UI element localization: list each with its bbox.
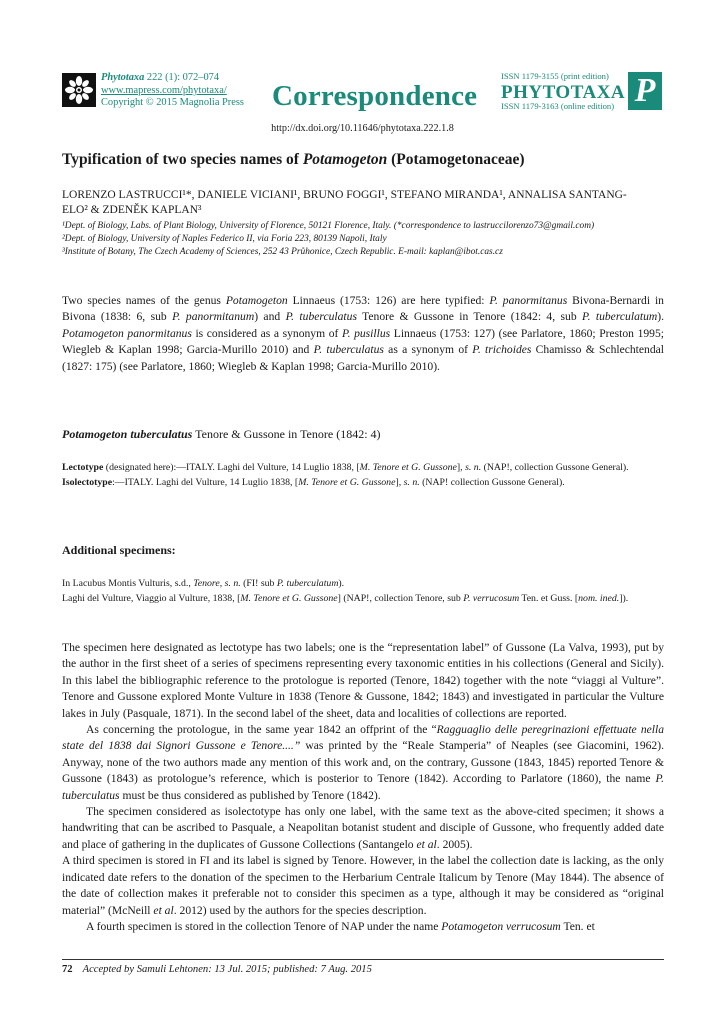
doi-link[interactable]: http://dx.doi.org/10.11646/phytotaxa.222.1.8 xyxy=(271,123,454,134)
affiliation-2: ²Dept. of Biology, University of Naples Federico II, via Foria 223, 80139 Napoli, Italy xyxy=(62,234,387,245)
acceptance-note: Accepted by Samuli Lehtonen: 13 Jul. 2015; published: 7 Aug. 2015 xyxy=(82,964,372,975)
type-designations xyxy=(62,460,664,490)
additional-specimens-heading: Additional specimens: xyxy=(62,543,176,557)
brand-icon-letter: P xyxy=(634,72,656,109)
body-paragraph-3: The specimen considered as isolectotype has only one label, with the same text as the above-cited specimen; it shows a handwriting that can be ascribed to Pasquale, a Neapolitan botanist student and disciple of Gussone, who frequently added date and place of gathering in the duplicates of Gussone Collections (Santangelo et al. 2005). xyxy=(62,805,664,851)
section-heading: Correspondence xyxy=(272,80,478,112)
species-heading: Potamogeton tuberculatus Tenore & Gussone in Tenore (1842: 4) xyxy=(62,427,381,441)
brand-wordmark: PHYTOTAXA xyxy=(501,82,626,103)
article-title: Typification of two species names of Potamogeton (Potamogetonaceae) xyxy=(62,151,525,168)
phytotaxa-p-logo xyxy=(628,72,662,110)
additional-specimens-list xyxy=(62,576,664,606)
lectotype-entry: Lectotype (designated here):—ITALY. Laghi del Vulture, 14 Luglio 1838, [M. Tenore et G. Gussone], s. n. (NAP!, collection Gussone General). xyxy=(62,462,629,473)
journal-website[interactable]: www.mapress.com/phytotaxa/ xyxy=(101,84,227,96)
author-list: LORENZO LASTRUCCI¹*, DANIELE VICIANI¹, BRUNO FOGGI¹, STEFANO MIRANDA¹, ANNALISA SANTANG- ELO² & ZDENĚK KAPLAN³ xyxy=(62,189,627,216)
issn-print: ISSN 1179-3155 (print edition) xyxy=(501,71,609,81)
journal-citation: Phytotaxa 222 (1): 072–074 xyxy=(101,72,220,83)
flower-icon xyxy=(62,73,96,107)
body-paragraph-2: As concerning the protologue, in the same year 1842 an offprint of the “Ragguaglio delle peregrinazioni effettuate nella state del 1838 dai Signori Gussone e Tenore....” was printed by the “Reale Stamperia” of Neaples (see Giacomini, 1962). Anyway, none of the two authors made any mention of this work and, on the contrary, Gussone (1843, 1845) reported Tenore & Gussone (1843) as protologue’s reference, which is posterior to Tenore (1842). According to Parlatore (1860), the name P. tuberculatus must be thus considered as published by Tenore (1842). xyxy=(62,723,664,802)
footer-divider xyxy=(62,959,664,960)
body-paragraph-1: The specimen here designated as lectotype has two labels; one is the “representation label” of Gussone (La Valva, 1993), put by the author in the first sheet of a series of specimens representing every taxonomic entities in his collections (General and Sicily). In this label the bibliographic reference to the protologue is reported (Tenore, 1842) together with the note “viaggi al Vulture”. Tenore and Gussone explored Monte Vulture in 1838 (Tenore & Gussone, 1842; 1843) and investigated in particular the Vulture lakes in July (Pasquale, 1871). In the second label of the sheet, data and localities of collections are reported. xyxy=(62,641,664,720)
specimen-entry: In Lacubus Montis Vulturis, s.d., Tenore, s. n. (FI! sub P. tuberculatum). xyxy=(62,578,345,589)
issn-online: ISSN 1179-3163 (online edition) xyxy=(501,101,615,111)
intro-paragraph: Two species names of the genus Potamogeton Linnaeus (1753: 126) are here typified: P. panormitanus Bivona-Bernardi in Bivona (1838: 6, sub P. panormitanum) and P. tuberculatus Tenore & Gussone in Tenore (1842: 4, sub P. tuberculatum). Potamogeton panormitanus is considered as a synonym of P. pusillus Linnaeus (1753: 127) (see Parlatore, 1860; Preston 1995; Wiegleb & Kaplan 1998; Garcia-Murillo 2010) and P. tuberculatus as a synonym of P. trichoides Chamisso & Schlechtendal (1827: 175) (see Parlatore, 1860; Wiegleb & Kaplan 1998; Garcia-Murillo 2010). xyxy=(62,294,665,373)
page-footer xyxy=(62,964,372,975)
journal-copyright: Copyright © 2015 Magnolia Press xyxy=(101,97,244,109)
page-number: 72 xyxy=(62,964,73,975)
specimen-entry: Laghi del Vulture, Viaggio al Vulture, 1838, [M. Tenore et G. Gussone] (NAP!, collection Tenore, sub P. verrucosum Ten. et Guss. [nom. ined.]). xyxy=(62,593,629,604)
body-paragraph-4: A third specimen is stored in FI and its label is signed by Tenore. However, in the label the collection date is lacking, as the only indicated date refers to the donation of the specimen to the Herbarium Centrale Italicum by Tenore (May 1844). The absence of the date of collection makes it preferable not to consider this specimen as a type, although it may be considered as “original material” (McNeill et al. 2012) used by the authors for the species description. xyxy=(62,854,664,917)
magnolia-press-logo xyxy=(62,73,96,107)
body-text xyxy=(62,640,664,935)
isolectotype-entry: Isolectotype:—ITALY. Laghi del Vulture, 14 Luglio 1838, [M. Tenore et G. Gussone], s. n. (NAP! collection Gussone General). xyxy=(62,477,565,488)
journal-info xyxy=(101,72,244,110)
affiliations xyxy=(62,220,664,260)
affiliation-3: ³Institute of Botany, The Czech Academy of Sciences, 252 43 Průhonice, Czech Republic. E-mail: kaplan@ibot.cas.cz xyxy=(62,247,503,258)
body-paragraph-5: A fourth specimen is stored in the collection Tenore of NAP under the name Potamogeton verrucosum Ten. et xyxy=(86,919,595,933)
affiliation-1: ¹Dept. of Biology, Labs. of Plant Biology, University of Florence, 50121 Florence, Italy. (*correspondence to lastruccilorenzo73@gmail.com) xyxy=(62,221,595,231)
